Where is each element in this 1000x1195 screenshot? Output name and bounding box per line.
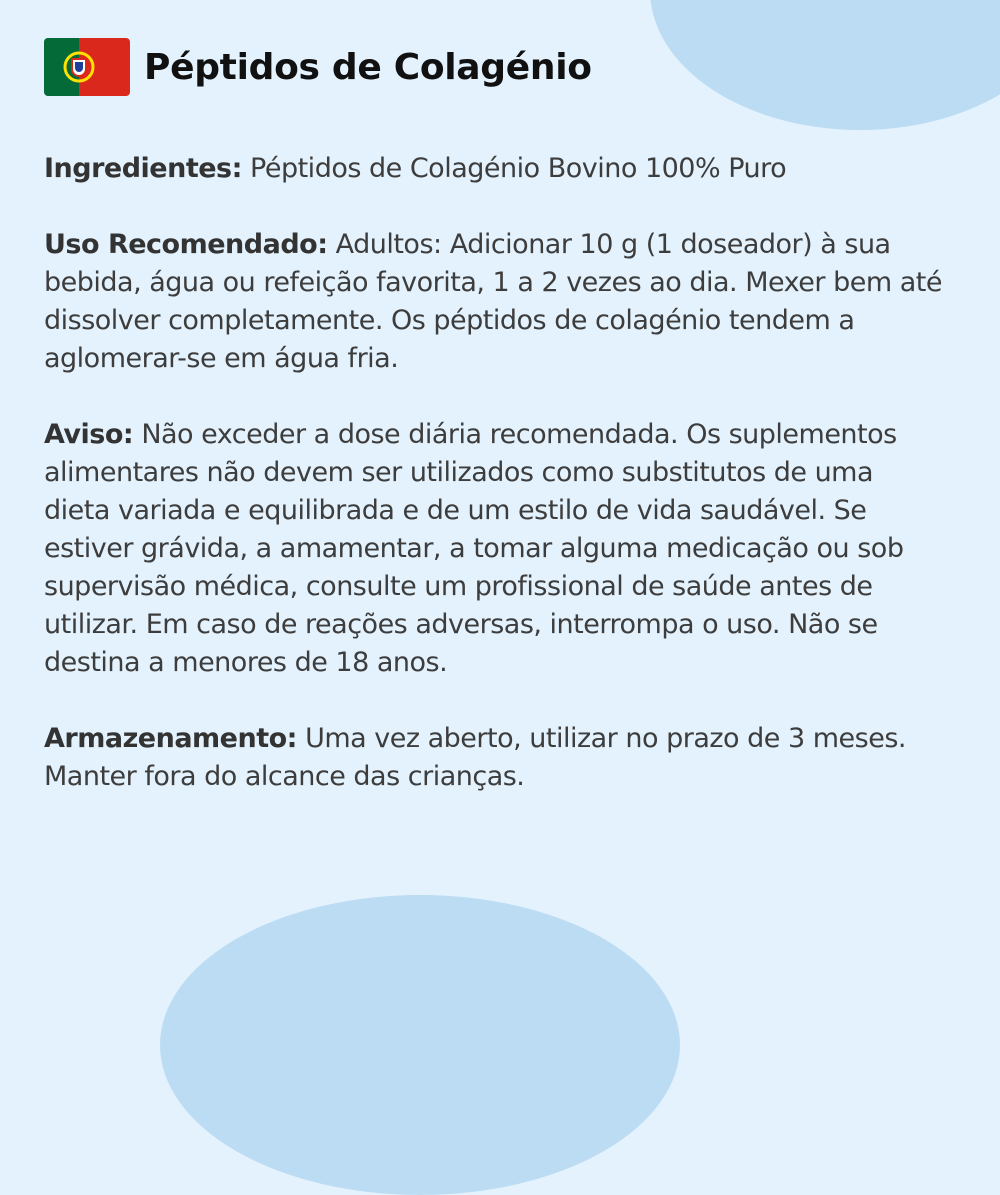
product-info [44, 150, 944, 796]
header [44, 38, 592, 96]
recommended-use-section [44, 226, 944, 378]
page-title: Péptidos de Colagénio [144, 46, 592, 88]
storage-label: Armazenamento: [44, 723, 297, 754]
ingredients-section [44, 150, 944, 188]
recommended-use-text: Adultos: Adicionar 10 g (1 doseador) à sua bebida, água ou refeição favorita, 1 a 2 vezes ao dia. Mexer bem até dissolver completamente. Os péptidos de colagénio tendem a aglomerar-se em água fria. [44, 229, 942, 374]
warning-label: Aviso: [44, 419, 134, 450]
decorative-circle-top [650, 0, 1000, 130]
storage-text: Uma vez aberto, utilizar no prazo de 3 meses. Manter fora do alcance das crianças. [44, 723, 906, 792]
portugal-flag-icon [44, 38, 130, 96]
ingredients-text: Péptidos de Colagénio Bovino 100% Puro [250, 153, 787, 184]
ingredients-label: Ingredientes: [44, 153, 242, 184]
storage-section [44, 720, 944, 796]
warning-section [44, 416, 944, 682]
decorative-circle-bottom [160, 895, 680, 1195]
warning-text: Não exceder a dose diária recomendada. Os suplementos alimentares não devem ser utilizados como substitutos de uma dieta variada e equilibrada e de um estilo de vida saudável. Se estiver grávida, a amamentar, a tomar alguma medicação ou sob supervisão médica, consulte um profissional de saúde antes de utilizar. Em caso de reações adversas, interrompa o uso. Não se destina a menores de 18 anos. [44, 419, 904, 678]
recommended-use-label: Uso Recomendado: [44, 229, 328, 260]
